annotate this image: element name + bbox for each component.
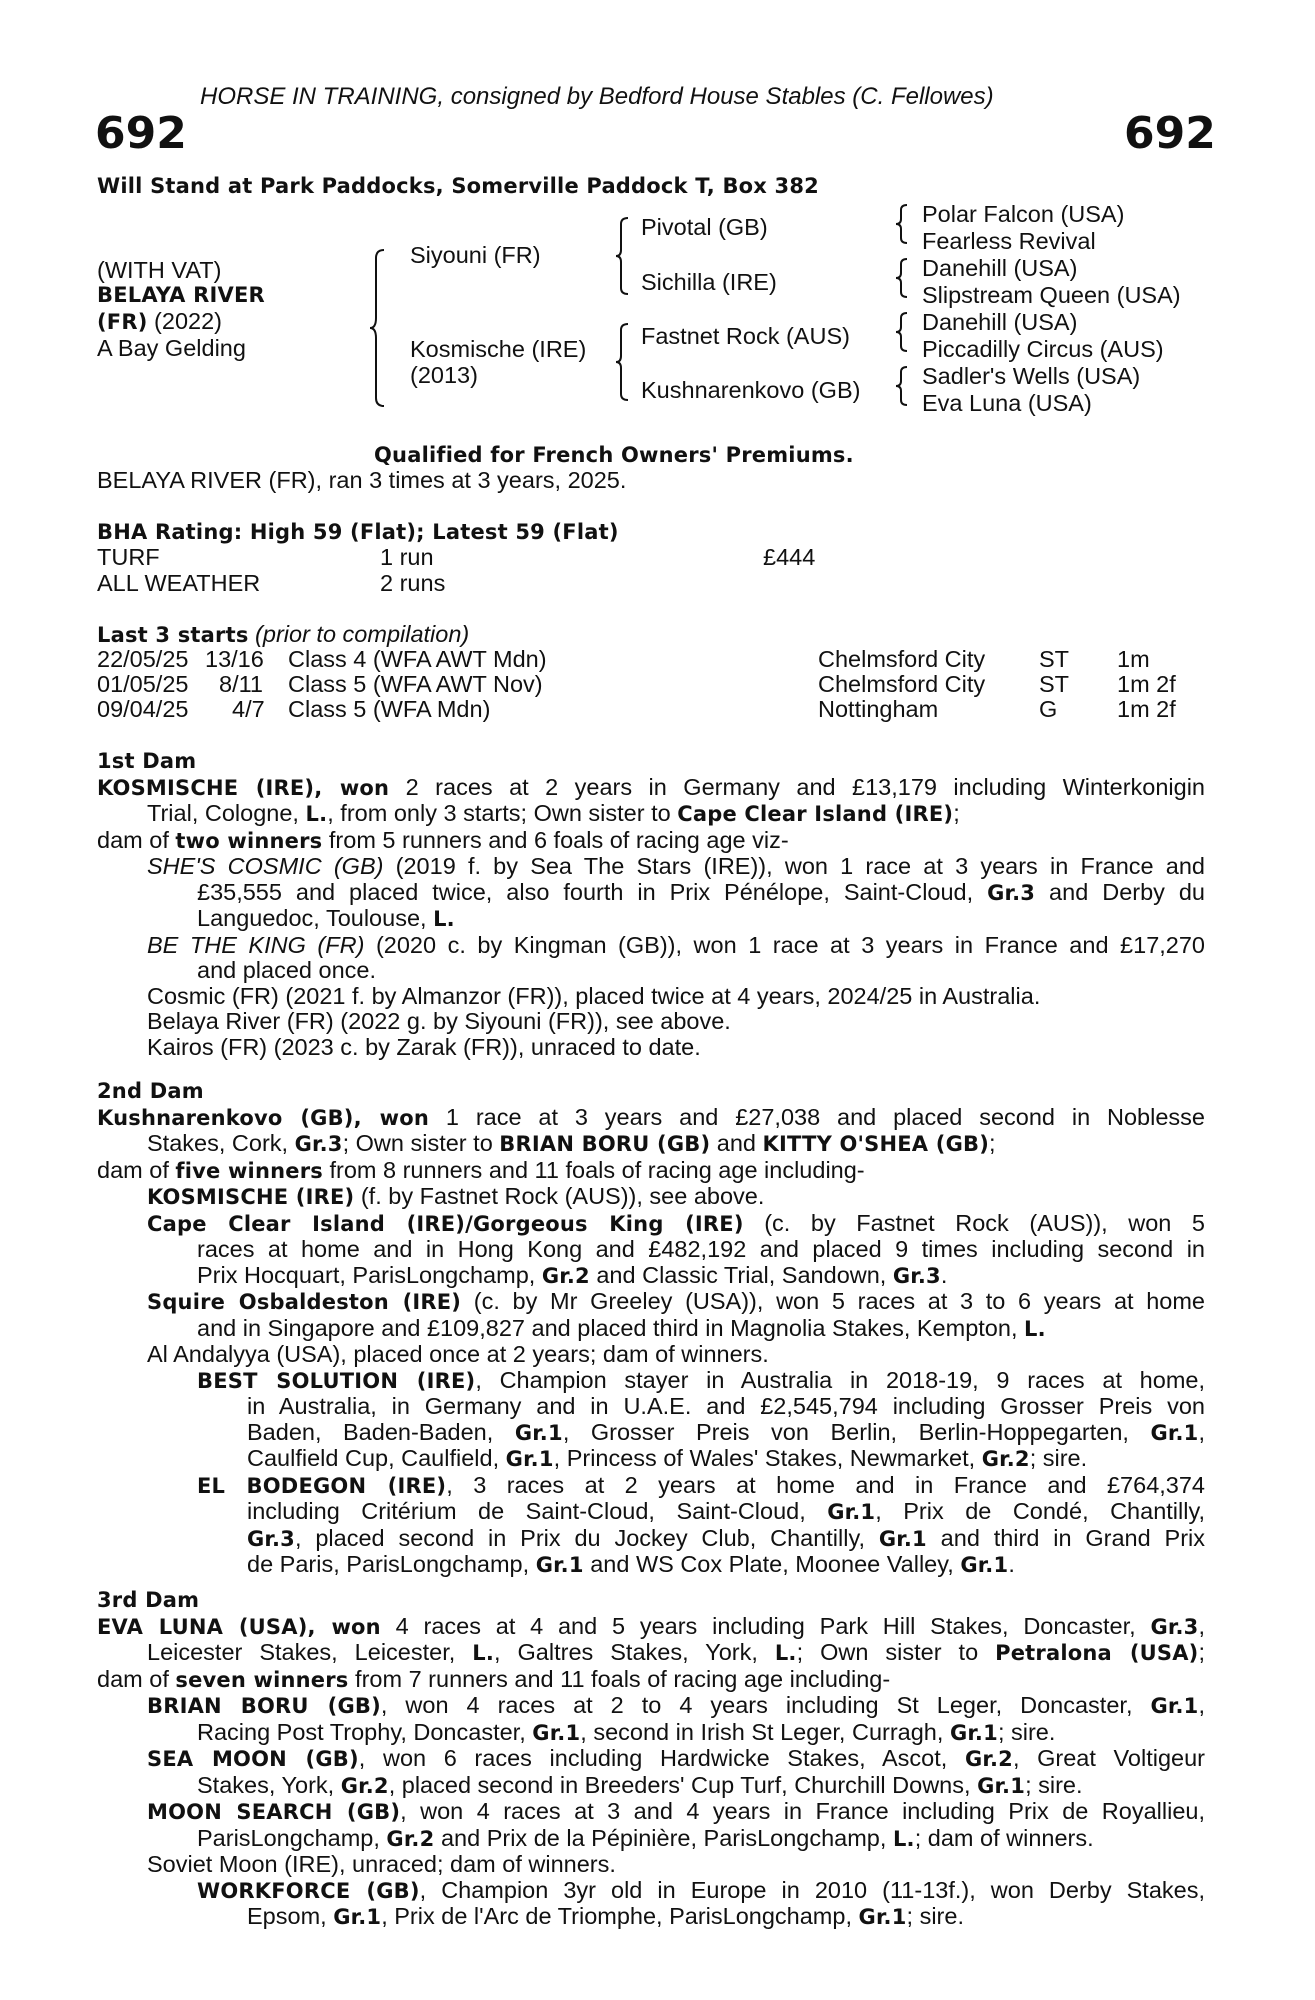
text: , Prix de l'Arc de Triomphe, ParisLongchamp,	[381, 1903, 859, 1929]
grade: Gr.3	[294, 1132, 343, 1156]
start-3-pos: 4/7	[232, 696, 265, 722]
text: ParisLongchamp,	[197, 1824, 387, 1851]
start-3-dist: 1m 2f	[1117, 696, 1176, 722]
stand-location: Will Stand at Park Paddocks, Somerville Paddock T, Box 382	[97, 174, 819, 198]
text: ;	[953, 800, 960, 826]
grade: Gr.1	[1150, 1694, 1199, 1718]
grade: L.	[472, 1641, 495, 1665]
text: ; sire.	[1029, 1445, 1088, 1471]
start-1-course: Chelmsford City	[818, 646, 986, 672]
grade: Gr.1	[878, 1526, 927, 1551]
progeny-name: BEST SOLUTION (IRE)	[197, 1368, 476, 1393]
dam-dam: Kushnarenkovo (GB)	[641, 377, 861, 403]
text: , won 4 races at 3 and 4 years in France including Prix de Royallieu,	[400, 1798, 1205, 1824]
text: (c. by Fastnet Rock (AUS)), won 5	[743, 1209, 1206, 1236]
start-3-date: 09/04/25	[97, 696, 189, 722]
first-dam-name: KOSMISCHE (IRE), won	[97, 775, 390, 800]
gen3-3: Danehill (USA)	[922, 255, 1078, 281]
grade: Gr.2	[964, 1747, 1013, 1771]
gen3-2: Fearless Revival	[922, 228, 1096, 254]
text: from 7 runners and 11 foals of racing age including-	[348, 1665, 891, 1692]
start-2-going: ST	[1039, 671, 1070, 697]
grade: Gr.1	[949, 1720, 998, 1745]
horse-description: A Bay Gelding	[97, 335, 246, 361]
horse-origin: (FR)	[97, 310, 148, 334]
grade: L.	[305, 802, 328, 826]
start-2-date: 01/05/25	[97, 671, 189, 697]
progeny-name: KOSMISCHE (IRE)	[147, 1185, 355, 1209]
bracket-dam	[616, 322, 632, 402]
start-2-dist: 1m 2f	[1117, 671, 1176, 697]
progeny-name: WORKFORCE (GB)	[197, 1878, 420, 1903]
third-dam-heading: 3rd Dam	[97, 1588, 200, 1612]
grade: Gr.3	[1150, 1614, 1199, 1639]
text: Prix Hocquart, ParisLongchamp,	[197, 1261, 542, 1288]
horse-ref: Cape Clear Island (IRE)	[677, 802, 954, 826]
grade: Gr.1	[858, 1905, 907, 1929]
text: ;	[989, 1130, 996, 1156]
grade: Gr.1	[977, 1773, 1026, 1798]
text: and third in Grand Prix	[926, 1524, 1205, 1551]
text: , Galtres Stakes, York,	[494, 1639, 775, 1665]
bracket-sire	[616, 216, 632, 296]
grade: Gr.1	[535, 1553, 584, 1577]
rating-aw-runs: 2 runs	[380, 570, 446, 596]
grade: Gr.2	[981, 1447, 1030, 1471]
text: Stakes, Cork,	[147, 1130, 295, 1156]
text: , Grosser Preis von Berlin, Berlin-Hoppegarten,	[562, 1418, 1151, 1445]
grade: Gr.1	[960, 1553, 1009, 1577]
second-dam-heading: 2nd Dam	[97, 1079, 204, 1103]
text: 1 race at 3 years and £27,038 and placed second in Noblesse	[429, 1103, 1205, 1130]
horse-name: BELAYA RIVER	[97, 283, 265, 307]
sire-dam: Sichilla (IRE)	[641, 269, 777, 295]
text: 2 races at 2 years in Germany and £13,179 including Winterkonigin	[389, 773, 1205, 800]
grade: Gr.1	[1150, 1420, 1199, 1445]
start-2-pos: 8/11	[219, 671, 263, 697]
progeny-name: Cape Clear Island (IRE)/Gorgeous King (IRE)	[147, 1211, 744, 1236]
bracket-g2	[896, 257, 910, 299]
start-3-course: Nottingham	[818, 696, 939, 722]
grade: L.	[774, 1641, 797, 1665]
gen3-1: Polar Falcon (USA)	[922, 201, 1125, 227]
start-1-dist: 1m	[1117, 646, 1150, 672]
grade: Gr.1	[827, 1500, 876, 1524]
progeny-name: SEA MOON (GB)	[147, 1747, 359, 1771]
text: , from only 3 starts; Own sister to	[327, 800, 678, 826]
text: , Champion stayer in Australia in 2018-19, 9 races at home,	[475, 1366, 1205, 1393]
third-dam-name: EVA LUNA (USA), won	[97, 1614, 381, 1639]
text: , Prix de Condé, Chantilly,	[875, 1498, 1205, 1524]
text: , Champion 3yr old in Europe in 2010 (11-13f.), won Derby Stakes,	[419, 1876, 1205, 1903]
start-1-pos: 13/16	[205, 646, 264, 672]
text: ; sire.	[997, 1718, 1056, 1745]
text: 4 races at 4 and 5 years including Park Hill Stakes, Doncaster,	[380, 1612, 1151, 1639]
horse-ref: BRIAN BORU (GB)	[499, 1132, 711, 1156]
bracket-g1	[896, 203, 910, 245]
text: races at home and in Hong Kong and £482,192 and placed 9 times including second in	[197, 1236, 1205, 1262]
text: in Australia, in Germany and in U.A.E. and £2,545,794 including Grosser Preis von	[247, 1393, 1205, 1419]
text: from 5 runners and 6 foals of racing age viz-	[322, 826, 789, 853]
text: , Princess of Wales' Stakes, Newmarket,	[553, 1445, 982, 1471]
grade: Gr.3	[247, 1526, 295, 1551]
text: Racing Post Trophy, Doncaster,	[197, 1718, 533, 1745]
winners-count: five winners	[175, 1158, 323, 1183]
second-dam-name: Kushnarenkovo (GB), won	[97, 1105, 430, 1130]
text: Languedoc, Toulouse,	[197, 905, 434, 931]
text: and Classic Trial, Sandown,	[589, 1261, 893, 1288]
text: (f. by Fastnet Rock (AUS)), see above.	[354, 1183, 765, 1209]
rating-turf-runs: 1 run	[380, 544, 434, 570]
text: £35,555 and placed twice, also fourth in Prix Pénélope, Saint-Cloud,	[197, 878, 988, 905]
first-dam-section	[97, 748, 1205, 1060]
start-2-race: Class 5 (WFA AWT Nov)	[288, 671, 543, 697]
text: , placed second in Prix du Jockey Club, Chantilly,	[295, 1524, 879, 1551]
gen3-6: Piccadilly Circus (AUS)	[922, 336, 1164, 362]
text: ; Own sister to	[796, 1639, 996, 1665]
text: ; sire.	[1025, 1771, 1083, 1798]
third-dam-section	[97, 1587, 1205, 1931]
grade: Gr.2	[340, 1773, 389, 1798]
text: and WS Cox Plate, Moonee Valley,	[583, 1551, 961, 1577]
text: Leicester Stakes, Leicester,	[147, 1639, 473, 1665]
gen3-7: Sadler's Wells (USA)	[922, 363, 1141, 389]
progeny-line: Belaya River (FR) (2022 g. by Siyouni (FR)), see above.	[147, 1008, 731, 1034]
start-1-race: Class 4 (WFA AWT Mdn)	[288, 646, 547, 672]
progeny-name: BRIAN BORU (GB)	[147, 1694, 381, 1718]
first-dam-heading: 1st Dam	[97, 749, 197, 773]
start-3-going: G	[1039, 696, 1058, 722]
text: Epsom,	[247, 1903, 334, 1929]
progeny-line: Kairos (FR) (2023 c. by Zarak (FR)), unraced to date.	[147, 1033, 701, 1060]
progeny-name: Squire Osbaldeston (IRE)	[147, 1290, 462, 1314]
text: , won 4 races at 2 to 4 years including St Leger, Doncaster,	[380, 1692, 1151, 1718]
grade: L.	[892, 1826, 915, 1851]
qualified-note: Qualified for French Owners' Premiums.	[374, 443, 854, 467]
bracket-g4	[896, 365, 910, 407]
text: , second in Irish St Leger, Curragh,	[580, 1718, 950, 1745]
text: and Derby du	[1035, 878, 1205, 905]
grade: L.	[433, 907, 455, 931]
grade: Gr.1	[532, 1720, 581, 1745]
text: , Great Voltigeur	[1012, 1745, 1205, 1771]
start-1-date: 22/05/25	[97, 646, 189, 672]
grade: Gr.3	[892, 1263, 941, 1288]
rating-turf-prize: £444	[763, 544, 816, 570]
text: ; Own sister to	[342, 1130, 500, 1156]
text: and	[710, 1130, 763, 1156]
last-starts-note: (prior to compilation)	[248, 621, 470, 647]
bracket-main	[370, 248, 390, 408]
gen3-8: Eva Luna (USA)	[922, 390, 1092, 416]
text: .	[1008, 1551, 1015, 1577]
text: Stakes, York,	[197, 1771, 341, 1798]
horse-year: (2022)	[147, 308, 222, 334]
progeny-name: BE THE KING (FR)	[147, 931, 365, 958]
consignor-line: HORSE IN TRAINING, consigned by Bedford House Stables (C. Fellowes)	[200, 83, 994, 110]
text: and placed once.	[197, 957, 377, 983]
text: Trial, Cologne,	[147, 800, 306, 826]
text: including Critérium de Saint-Cloud, Saint-Cloud,	[247, 1498, 828, 1524]
text: (c. by Mr Greeley (USA)), won 5 races at 3 to 6 years at home	[461, 1288, 1206, 1314]
race-summary: BELAYA RIVER (FR), ran 3 times at 3 years, 2025.	[97, 467, 627, 493]
winners-count: seven winners	[175, 1667, 349, 1692]
sire: Siyouni (FR)	[410, 242, 541, 268]
progeny-line: Soviet Moon (IRE), unraced; dam of winners.	[147, 1851, 616, 1877]
text: ,	[1198, 1612, 1205, 1639]
text: ;	[1198, 1639, 1205, 1665]
progeny-name: SHE'S COSMIC (GB)	[147, 853, 384, 879]
text: ,	[1198, 1692, 1205, 1718]
grade: L.	[1024, 1316, 1046, 1341]
text: Baden, Baden-Baden,	[247, 1418, 515, 1445]
text: from 8 runners and 11 foals of racing age including-	[322, 1156, 865, 1183]
grade: Gr.3	[987, 880, 1036, 905]
grade: Gr.1	[505, 1447, 554, 1471]
progeny-name: MOON SEARCH (GB)	[147, 1800, 401, 1824]
last-starts-title: Last 3 starts	[97, 623, 249, 647]
text: ,	[1198, 1418, 1205, 1445]
dam-sire: Fastnet Rock (AUS)	[641, 323, 850, 349]
grade: Gr.1	[514, 1420, 563, 1445]
bha-rating-heading: BHA Rating: High 59 (Flat); Latest 59 (Flat)	[97, 520, 619, 544]
grade: Gr.2	[541, 1263, 590, 1288]
second-dam-section	[97, 1078, 1205, 1579]
text: (2020 c. by Kingman (GB)), won 1 race at 3 years in France and £17,270	[364, 931, 1205, 958]
dam-year: (2013)	[410, 362, 478, 388]
horse-ref: KITTY O'SHEA (GB)	[762, 1132, 990, 1156]
rating-turf-surface: TURF	[97, 544, 160, 570]
horse-ref: Petralona (USA)	[995, 1641, 1199, 1665]
horse-origin-year	[97, 309, 222, 335]
start-1-going: ST	[1039, 646, 1070, 672]
text: ; sire.	[906, 1903, 964, 1929]
text: dam of	[97, 826, 176, 853]
dam: Kosmische (IRE)	[410, 336, 587, 362]
start-3-race: Class 5 (WFA Mdn)	[288, 696, 491, 722]
lot-number-left: 692	[95, 108, 187, 159]
grade: Gr.1	[333, 1905, 382, 1929]
text: dam of	[97, 1665, 176, 1692]
text: and Prix de la Pépinière, ParisLongchamp,	[434, 1824, 893, 1851]
text: .	[940, 1261, 948, 1288]
lot-number-right: 692	[1124, 108, 1216, 159]
gen3-5: Danehill (USA)	[922, 309, 1078, 335]
text: ; dam of winners.	[914, 1824, 1094, 1851]
text: Caulfield Cup, Caulfield,	[247, 1445, 506, 1471]
text: and in Singapore and £109,827 and placed third in Magnolia Stakes, Kempton,	[197, 1314, 1024, 1341]
grade: Gr.2	[386, 1826, 435, 1851]
text: dam of	[97, 1156, 176, 1183]
text: (2019 f. by Sea The Stars (IRE)), won 1 race at 3 years in France and	[383, 853, 1205, 879]
progeny-line: Cosmic (FR) (2021 f. by Almanzor (FR)), placed twice at 4 years, 2024/25 in Australia.	[147, 982, 1041, 1009]
progeny-line: Al Andalyya (USA), placed once at 2 years; dam of winners.	[147, 1341, 769, 1367]
rating-aw-surface: ALL WEATHER	[97, 570, 261, 596]
text: , won 6 races including Hardwicke Stakes, Ascot,	[358, 1745, 965, 1771]
progeny-name: EL BODEGON (IRE)	[197, 1473, 447, 1498]
text: , placed second in Breeders' Cup Turf, Churchill Downs,	[388, 1771, 978, 1798]
sire-sire: Pivotal (GB)	[641, 214, 768, 240]
winners-count: two winners	[175, 828, 323, 853]
gen3-4: Slipstream Queen (USA)	[922, 282, 1181, 308]
text: de Paris, ParisLongchamp,	[247, 1551, 536, 1577]
text: , 3 races at 2 years at home and in France and £764,374	[446, 1471, 1206, 1498]
bracket-g3	[896, 311, 910, 353]
vat-note: (WITH VAT)	[97, 257, 222, 283]
start-2-course: Chelmsford City	[818, 671, 986, 697]
last-starts-heading	[97, 622, 469, 648]
